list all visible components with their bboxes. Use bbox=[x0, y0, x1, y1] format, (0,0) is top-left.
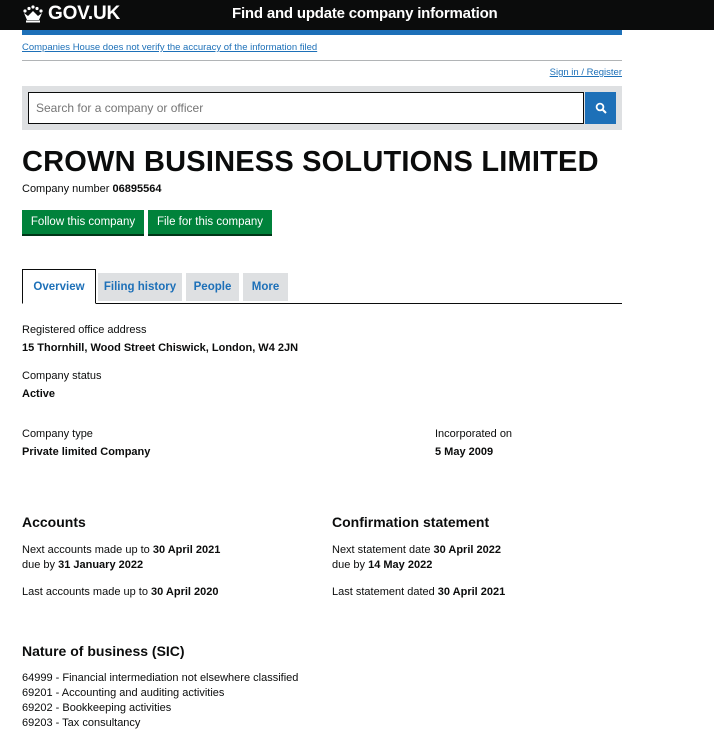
accounts-next-date: 30 April 2021 bbox=[152, 544, 221, 556]
sic-item: 69203 - Tax consultancy bbox=[22, 717, 141, 729]
accounts-heading: Accounts bbox=[22, 514, 86, 530]
search-button[interactable] bbox=[585, 92, 616, 124]
logo-text: GOV.UK bbox=[48, 3, 121, 24]
company-number bbox=[22, 183, 161, 195]
disclaimer-divider bbox=[22, 60, 622, 61]
accounts-last bbox=[22, 586, 219, 598]
tab-people[interactable]: People bbox=[186, 273, 239, 301]
file-for-company-button[interactable]: File for this company bbox=[148, 210, 272, 234]
company-number-label: Company number bbox=[22, 183, 110, 195]
incorporated-label: Incorporated on bbox=[435, 428, 513, 440]
accounts-last-date: 30 April 2020 bbox=[151, 586, 219, 598]
service-name[interactable]: Find and update company information bbox=[232, 5, 498, 22]
confirmation-next-prefix: Next statement date bbox=[332, 544, 431, 556]
govuk-logo-link[interactable] bbox=[22, 3, 120, 25]
company-name: CROWN BUSINESS SOLUTIONS LIMITED bbox=[22, 146, 599, 178]
tab-overview[interactable]: Overview bbox=[22, 269, 96, 304]
sign-in-link[interactable]: Sign in / Register bbox=[549, 67, 622, 78]
accounts-due-date: 31 January 2022 bbox=[58, 559, 144, 571]
confirmation-last-date: 30 April 2021 bbox=[437, 586, 506, 598]
confirmation-heading: Confirmation statement bbox=[332, 514, 490, 530]
confirmation-due bbox=[332, 559, 432, 571]
company-number-value: 06895564 bbox=[112, 183, 162, 195]
follow-company-button[interactable]: Follow this company bbox=[22, 210, 144, 234]
company-status-value: Active bbox=[22, 388, 56, 400]
govuk-header bbox=[0, 0, 714, 30]
header-blue-band bbox=[22, 30, 622, 35]
sic-item: 69202 - Bookkeeping activities bbox=[22, 702, 172, 714]
company-status-label: Company status bbox=[22, 370, 102, 382]
accounts-next bbox=[22, 544, 220, 556]
confirmation-next-date: 30 April 2022 bbox=[433, 544, 501, 556]
crown-icon bbox=[22, 5, 44, 23]
registered-address-label: Registered office address bbox=[22, 324, 147, 336]
confirmation-last bbox=[332, 586, 505, 598]
accounts-due-prefix: due by bbox=[22, 559, 56, 571]
sic-item: 64999 - Financial intermediation not elsewhere classified bbox=[22, 672, 299, 684]
accounts-next-prefix: Next accounts made up to bbox=[22, 544, 150, 556]
company-type-value: Private limited Company bbox=[22, 446, 151, 458]
tabs-divider bbox=[22, 303, 622, 304]
tab-filing-history[interactable]: Filing history bbox=[98, 273, 182, 301]
disclaimer-link[interactable]: Companies House does not verify the accuracy of the information filed bbox=[22, 42, 318, 53]
confirmation-due-prefix: due by bbox=[332, 559, 366, 571]
search-bar bbox=[22, 86, 622, 130]
sic-heading: Nature of business (SIC) bbox=[22, 643, 185, 659]
search-input[interactable] bbox=[28, 92, 584, 124]
tab-more[interactable]: More bbox=[243, 273, 288, 301]
confirmation-due-date: 14 May 2022 bbox=[368, 559, 433, 571]
accounts-due bbox=[22, 559, 143, 571]
confirmation-last-prefix: Last statement dated bbox=[332, 586, 435, 598]
registered-address-value: 15 Thornhill, Wood Street Chiswick, London, W4 2JN bbox=[22, 342, 299, 354]
incorporated-value: 5 May 2009 bbox=[435, 446, 494, 458]
accounts-last-prefix: Last accounts made up to bbox=[22, 586, 148, 598]
search-icon bbox=[595, 102, 607, 114]
confirmation-next bbox=[332, 544, 501, 556]
company-type-label: Company type bbox=[22, 428, 93, 440]
sic-item: 69201 - Accounting and auditing activities bbox=[22, 687, 225, 699]
